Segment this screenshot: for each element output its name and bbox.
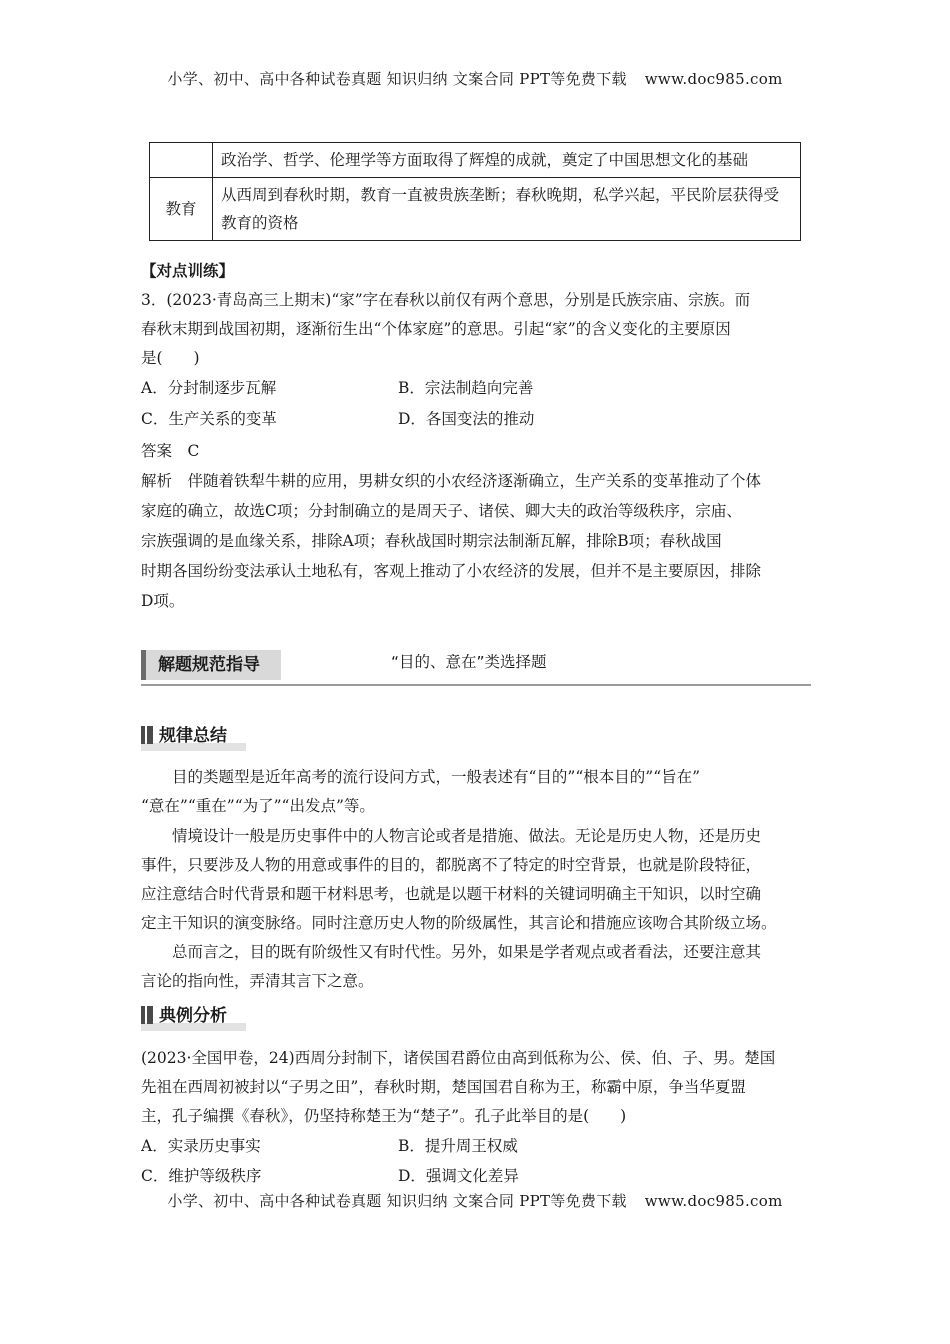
answer: 答案 C [141,442,200,460]
analysis-line: 家庭的确立，故选C项；分封制确立的是周天子、诸侯、卿大夫的政治等级秩序，宗庙、 [141,502,742,520]
example-heading-text: 典例分析 [159,1006,227,1026]
table-cell-label [150,143,213,178]
analysis-line: D项。 [141,592,185,610]
heading-marker-icon [141,726,153,744]
question-line: 春秋末期到战国初期，逐渐衍生出“个体家庭”的意思。引起“家”的含义变化的主要原因 [141,320,731,338]
section-title: “目的、意在”类选择题 [391,653,547,671]
option-b[interactable]: B．宗法制趋向完善 [398,379,534,397]
practice-heading: 【对点训练】 [141,261,235,280]
example-option-a[interactable]: A．实录历史事实 [141,1137,261,1155]
rules-line: 事件，只要涉及人物的用意或事件的目的，都脱离不了特定的时空背景，也就是阶段特征， [141,856,762,874]
table-cell-text: 政治学、哲学、伦理学等方面取得了辉煌的成就，奠定了中国思想文化的基础 [213,143,801,178]
question-line: 是( ) [141,349,200,367]
rules-line: “意在”“重在”“为了”“出发点”等。 [141,797,375,815]
heading-marker-icon [141,1006,153,1024]
option-c[interactable]: C．生产关系的变革 [141,410,277,428]
rules-heading [141,724,227,748]
example-option-c[interactable]: C．维护等级秩序 [141,1167,262,1185]
option-d[interactable]: D．各国变法的推动 [398,410,535,428]
rules-line: 言论的指向性，弄清其言下之意。 [141,972,374,990]
analysis-line: 宗族强调的是血缘关系，排除A项；春秋战国时期宗法制渐瓦解，排除B项；春秋战国 [141,532,722,550]
rules-line: 情境设计一般是历史事件中的人物言论或者是措施、做法。无论是历史人物，还是历史 [172,827,762,845]
table-row [150,178,801,241]
rules-line: 目的类题型是近年高考的流行设问方式，一般表述有“目的”“根本目的”“旨在” [172,768,701,786]
rules-line: 应注意结合时代背景和题干材料思考，也就是以题干材料的关键词明确主干知识，以时空确 [141,885,762,903]
footer-text: 小学、初中、高中各种试卷真题 知识归纳 文案合同 PPT等免费下载 [167,1192,627,1210]
analysis-line: 解析 伴随着铁犁牛耕的应用，男耕女织的小农经济逐渐确立，生产关系的变革推动了个体 [141,472,762,490]
example-option-d[interactable]: D．强调文化差异 [398,1167,519,1185]
example-option-b[interactable]: B．提升周王权威 [398,1137,518,1155]
example-heading [141,1004,227,1028]
page-header [0,68,950,89]
question-line: 3．(2023·青岛高三上期末)“家”字在春秋以前仅有两个意思，分别是氏族宗庙、宗族。而 [141,291,751,309]
culture-table [149,142,801,241]
rules-line: 定主干知识的演变脉络。同时注意历史人物的阶级属性，其言论和措施应该吻合其阶级立场。 [141,914,777,932]
table-cell-text: 从西周到春秋时期，教育一直被贵族垄断；春秋晚期，私学兴起，平民阶层获得受教育的资格 [213,178,801,241]
section-bar [141,648,811,684]
page-footer [0,1190,950,1211]
header-url[interactable]: www.doc985.com [644,70,783,88]
section-tag: 解题规范指导 [141,650,281,680]
example-line: (2023·全国甲卷，24)西周分封制下，诸侯国君爵位由高到低称为公、侯、伯、子、男。楚国 [141,1049,776,1067]
footer-url[interactable]: www.doc985.com [644,1192,783,1210]
table-row [150,143,801,178]
analysis-line: 时期各国纷纷变法承认土地私有，客观上推动了小农经济的发展，但并不是主要原因，排除 [141,562,762,580]
section-divider [141,684,811,686]
rules-heading-text: 规律总结 [159,726,227,746]
header-text: 小学、初中、高中各种试卷真题 知识归纳 文案合同 PPT等免费下载 [167,70,627,88]
example-line: 主，孔子编撰《春秋》，仍坚持称楚王为“楚子”。孔子此举目的是( ) [141,1107,627,1125]
option-a[interactable]: A．分封制逐步瓦解 [141,379,277,397]
example-line: 先祖在西周初被封以“子男之田”，春秋时期，楚国国君自称为王，称霸中原，争当华夏盟 [141,1078,746,1096]
table-cell-label: 教育 [150,178,213,241]
rules-line: 总而言之，目的既有阶级性又有时代性。另外，如果是学者观点或者看法，还要注意其 [172,943,762,961]
